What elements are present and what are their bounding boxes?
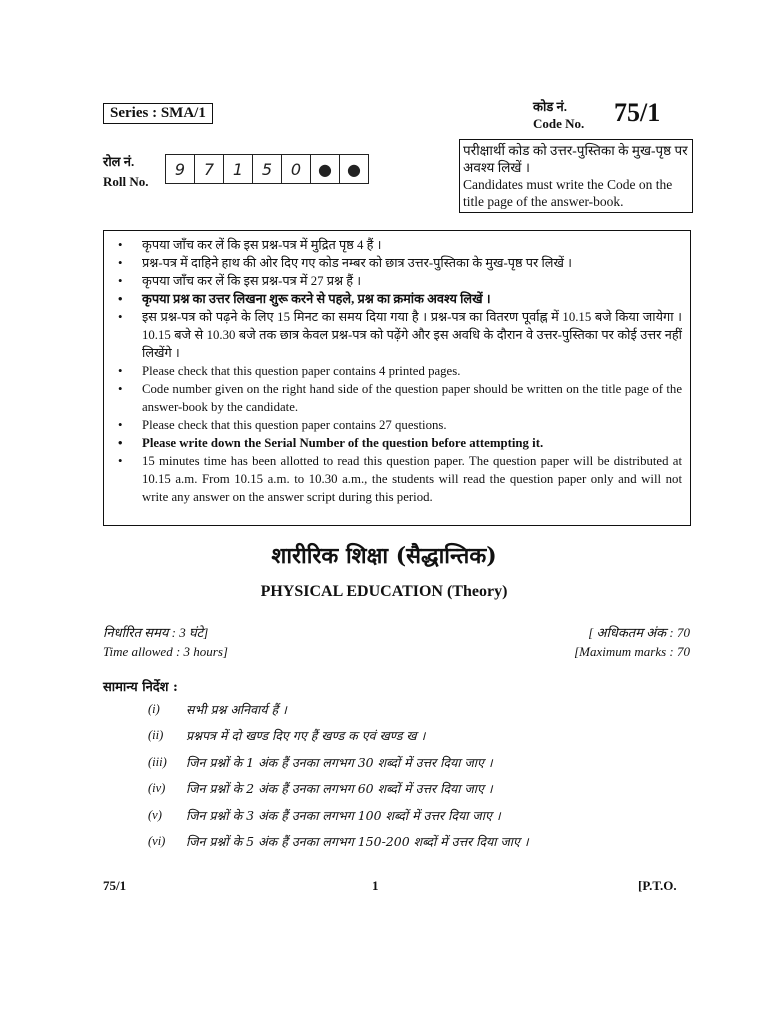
roll-number-boxes bbox=[166, 154, 369, 184]
instruction-hi: • कृपया जाँच कर लें कि इस प्रश्न-पत्र में मुद्रित पृष्ठ 4 हैं । bbox=[118, 236, 682, 254]
roll-label bbox=[103, 152, 149, 192]
code-label-en: Code No. bbox=[533, 116, 585, 131]
instruction-hi: • प्रश्न-पत्र में दाहिने हाथ की ओर दिए गए कोड नम्बर को छात्र उत्तर-पुस्तिका के मुख-पृष्ठ पर लिखें । bbox=[118, 254, 682, 272]
instruction-en: • Please check that this question paper contains 4 printed pages. bbox=[118, 362, 682, 380]
instruction-en: • 15 minutes time has been allotted to read this question paper. The question paper will be distributed at 10.15 a.m. From 10.15 a.m. to 10.30 a.m., the students will read the question paper only and will not write any answer on the answer script during this period. bbox=[118, 452, 682, 506]
general-instruction-item bbox=[148, 749, 529, 776]
roll-digit-box: ● bbox=[310, 154, 340, 184]
roll-label-en: Roll No. bbox=[103, 174, 149, 189]
code-number: 75/1 bbox=[614, 98, 661, 127]
pto-label: [P.T.O. bbox=[638, 878, 677, 893]
footer-code: 75/1 bbox=[103, 878, 127, 893]
series-label: Series : SMA/1 bbox=[103, 103, 213, 124]
general-instruction-item bbox=[148, 696, 529, 723]
instructions-box bbox=[103, 230, 691, 526]
item-text: जिन प्रश्नों के 5 अंक हैं उनका लगभग 150-200 शब्दों में उत्तर दिया जाए । bbox=[186, 834, 529, 850]
subject-title-hi: शारीरिक शिक्षा (सैद्धान्तिक) bbox=[271, 543, 497, 569]
code-label bbox=[533, 98, 584, 132]
item-number: (v) bbox=[148, 807, 162, 822]
item-text: जिन प्रश्नों के 1 अंक हैं उनका लगभग 30 शब्दों में उत्तर दिया जाए । bbox=[186, 754, 493, 770]
general-instruction-item bbox=[148, 723, 529, 750]
maximum-marks bbox=[574, 623, 690, 661]
item-number: (i) bbox=[148, 701, 160, 716]
code-notice-hi: परीक्षार्थी कोड को उत्तर-पुस्तिका के मुख-पृष्ठ पर अवश्य लिखें । bbox=[463, 143, 688, 175]
roll-digit-box: 1 bbox=[223, 154, 253, 184]
instruction-hi: • कृपया जाँच कर लें कि इस प्रश्न-पत्र में 27 प्रश्न हैं । bbox=[118, 272, 682, 290]
general-instruction-item bbox=[148, 802, 529, 829]
instruction-en: • Please write down the Serial Number of the question before attempting it. bbox=[118, 434, 682, 452]
instruction-hi: • इस प्रश्न-पत्र को पढ़ने के लिए 15 मिनट का समय दिया गया है । प्रश्न-पत्र का वितरण पूर्वाह्न में 10.15 बजे किया जायेगा । 10.15 बजे से 10.30 बजे तक छात्र केवल प्रश्न-पत्र को पढ़ेंगे और इस अवधि के दौरान वे उत्तर-पुस्तिका पर कोई उत्तर नहीं लिखेंगे । bbox=[118, 308, 682, 362]
roll-digit-box: ● bbox=[339, 154, 369, 184]
item-number: (iii) bbox=[148, 754, 167, 769]
code-notice-en: Candidates must write the Code on the title page of the answer-book. bbox=[463, 177, 673, 209]
instruction-en: • Please check that this question paper contains 27 questions. bbox=[118, 416, 682, 434]
instruction-hi: • कृपया प्रश्न का उत्तर लिखना शुरू करने से पहले, प्रश्न का क्रमांक अवश्य लिखें । bbox=[118, 290, 682, 308]
item-text: प्रश्नपत्र में दो खण्ड दिए गए हैं खण्ड क एवं खण्ड ख । bbox=[186, 728, 426, 744]
roll-digit-box: 0 bbox=[281, 154, 311, 184]
instruction-en: • Code number given on the right hand side of the question paper should be written on the title page of the answer-book by the candidate. bbox=[118, 380, 682, 416]
item-number: (iv) bbox=[148, 781, 166, 796]
general-instruction-item bbox=[148, 776, 529, 803]
general-instructions-list bbox=[148, 696, 529, 855]
roll-digit-box: 9 bbox=[165, 154, 195, 184]
maximum-marks-hi: [ अधिकतम अंक : 70 bbox=[588, 625, 690, 640]
roll-label-hi: रोल नं. bbox=[103, 154, 135, 169]
item-text: सभी प्रश्न अनिवार्य हैं । bbox=[186, 701, 287, 717]
instructions-list bbox=[118, 236, 682, 506]
time-allowed bbox=[103, 623, 228, 661]
page-number: 1 bbox=[372, 878, 379, 893]
time-allowed-hi: निर्धारित समय : 3 घंटे] bbox=[103, 625, 209, 640]
roll-digit-box: 5 bbox=[252, 154, 282, 184]
subject-title-en: PHYSICAL EDUCATION (Theory) bbox=[260, 583, 508, 600]
time-allowed-en: Time allowed : 3 hours] bbox=[103, 644, 228, 659]
code-notice-box bbox=[459, 139, 693, 213]
item-text: जिन प्रश्नों के 2 अंक हैं उनका लगभग 60 शब्दों में उत्तर दिया जाए । bbox=[186, 781, 493, 797]
item-text: जिन प्रश्नों के 3 अंक हैं उनका लगभग 100 शब्दों में उत्तर दिया जाए । bbox=[186, 807, 501, 823]
code-label-hi: कोड नं. bbox=[533, 99, 568, 114]
general-instruction-item bbox=[148, 829, 529, 856]
item-number: (vi) bbox=[148, 834, 166, 849]
maximum-marks-en: [Maximum marks : 70 bbox=[574, 644, 690, 659]
general-instructions-heading: सामान्य निर्देश : bbox=[103, 680, 178, 695]
roll-digit-box: 7 bbox=[194, 154, 224, 184]
item-number: (ii) bbox=[148, 728, 164, 743]
